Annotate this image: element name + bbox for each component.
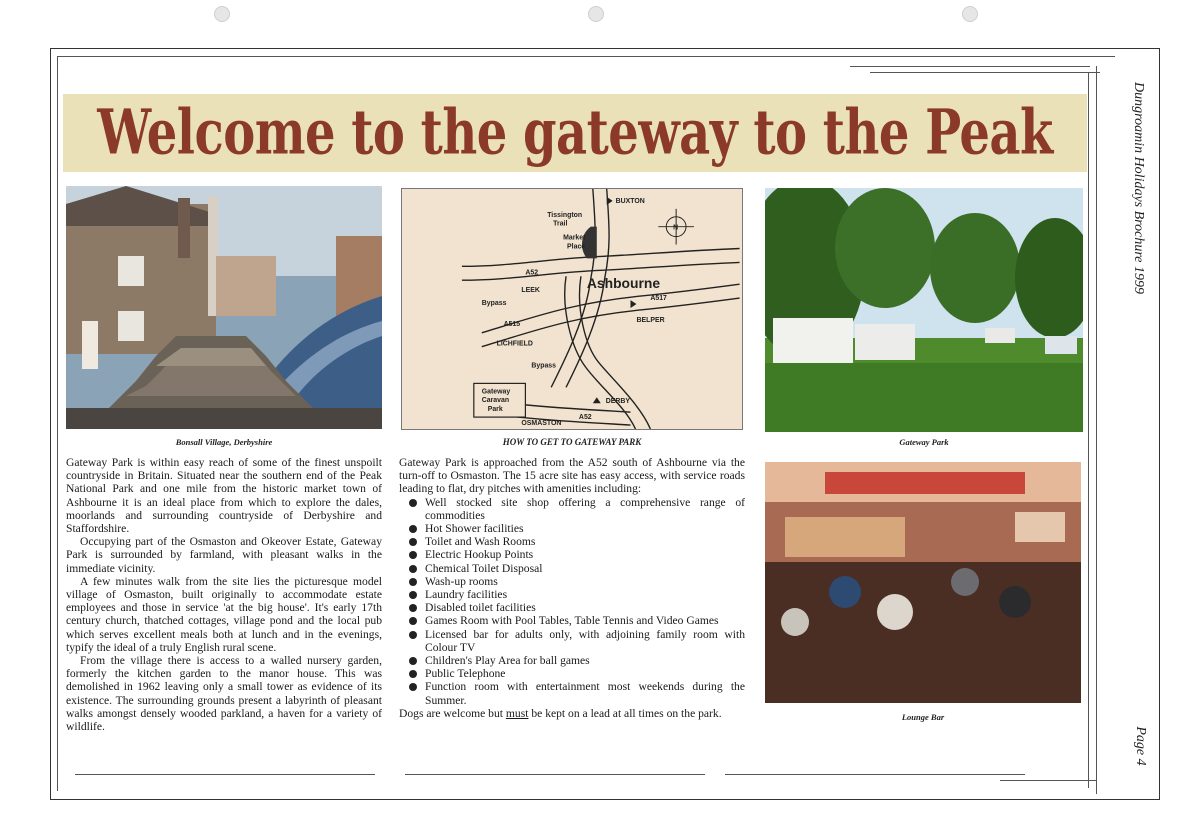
arrow-icon	[631, 300, 637, 308]
lounge-bar-caption: Lounge Bar	[901, 712, 945, 722]
map-trail: Trail	[553, 220, 568, 228]
gateway-park-caption: Gateway Park	[899, 437, 949, 447]
map-gateway-line3: Park	[487, 406, 503, 414]
bullet-icon	[409, 604, 417, 612]
directions-map	[401, 188, 743, 430]
list-item: Disabled toilet facilities	[399, 601, 745, 614]
bottom-rule	[725, 774, 1025, 775]
list-item: Wash-up rooms	[399, 575, 745, 588]
top-rule	[870, 72, 1100, 73]
arrow-icon	[607, 197, 613, 205]
right-rule	[1088, 72, 1089, 788]
punch-hole	[962, 6, 978, 22]
arrow-icon	[593, 397, 601, 403]
list-item: Toilet and Wash Rooms	[399, 535, 745, 548]
garden-paragraph: From the village there is access to a walled nursery garden, formerly the kitchen garden to the manor house. This was demolished in 1962 leaving only a small tower as evidence of its existence. The surrounding grounds present a labyrinth of pleasant walks amongst densely wooded parkland, a haven for a variety of wildlife.	[66, 654, 382, 734]
right-rule	[1096, 66, 1097, 794]
list-item: Laundry facilities	[399, 588, 745, 601]
map-bypass1: Bypass	[481, 300, 507, 308]
bullet-icon	[409, 657, 417, 665]
bottom-rule	[405, 774, 705, 775]
dogs-paragraph: Dogs are welcome but must be kept on a lead at all times on the park.	[399, 706, 722, 720]
map-a515: A515	[503, 320, 521, 328]
map-gateway-line1: Gateway	[481, 388, 511, 396]
middle-text-column	[399, 456, 745, 720]
map-place: Place	[567, 243, 586, 251]
bullet-icon	[409, 617, 417, 625]
map-north: N	[673, 224, 679, 232]
list-item: Licensed bar for adults only, with adjoining family room with Colour TV	[399, 628, 745, 654]
estate-paragraph: Occupying part of the Osmaston and Okeover Estate, Gateway Park is surrounded by farmland, with pleasant walks in the immediate vicinity.	[66, 535, 382, 575]
map-leek: LEEK	[521, 287, 540, 295]
map-caption: HOW TO GET TO GATEWAY PARK	[502, 437, 642, 447]
map-gateway-line2: Caravan	[481, 397, 510, 405]
bonsall-caption: Bonsall Village, Derbyshire	[175, 437, 273, 447]
title-banner	[63, 94, 1087, 172]
bullet-icon	[409, 683, 417, 691]
gateway-park-photo	[765, 188, 1083, 432]
list-item: Children's Play Area for ball games	[399, 654, 745, 667]
osmaston-paragraph: A few minutes walk from the site lies the picturesque model village of Osmaston, built originally to accommodate estate employees and those in service 'at the big house'. It's early 17th century church, thatched cottages, village pond and the local pub which serves excellent meals both at lunch and in the evenings, typify the ideal of a truly English rural scene.	[66, 574, 382, 654]
list-item: Public Telephone	[399, 667, 745, 680]
bonsall-village-photo	[66, 186, 382, 429]
punch-hole	[214, 6, 230, 22]
list-item: Function room with entertainment most weekends during the Summer.	[399, 680, 745, 706]
intro-paragraph: Gateway Park is within easy reach of some of the finest unspoilt countryside in Britain. Situated near the southern end of the Peak National Park and one mile from the historic market town of Ashbourne it is an ideal place from which to explore the dales, moorlands and surrounding countryside of Derbyshire and Staffordshire.	[66, 456, 382, 536]
bullet-icon	[409, 499, 417, 507]
list-item: Chemical Toilet Disposal	[399, 562, 745, 575]
map-buxton: BUXTON	[615, 197, 645, 205]
top-rule	[850, 66, 1090, 67]
bullet-icon	[409, 551, 417, 559]
map-osmaston: OSMASTON	[521, 420, 562, 428]
left-text-column	[66, 456, 382, 733]
bullet-icon	[409, 631, 417, 639]
bullet-icon	[409, 670, 417, 678]
map-a517: A517	[650, 295, 667, 303]
map-a52: A52	[525, 269, 539, 277]
bullet-icon	[409, 525, 417, 533]
map-belper: BELPER	[636, 316, 665, 324]
punch-hole	[588, 6, 604, 22]
map-lichfield: LICHFIELD	[496, 340, 533, 348]
map-market: Market	[563, 234, 586, 242]
approach-paragraph: Gateway Park is approached from the A52 south of Ashbourne via the turn-off to Osmaston. The 15 acre site has easy access, with service roads leading to flat, dry pitches with amenities including:	[399, 456, 745, 496]
list-item: Games Room with Pool Tables, Table Tennis and Video Games	[399, 614, 745, 627]
page-number: Page 4	[1133, 726, 1148, 766]
list-item: Well stocked site shop offering a comprehensive range of commodities	[399, 496, 745, 522]
compass-icon	[658, 209, 694, 245]
map-town: Ashbourne	[586, 275, 661, 292]
list-item: Electric Hookup Points	[399, 548, 745, 561]
map-bypass2: Bypass	[531, 362, 557, 370]
bottom-rule	[1000, 780, 1096, 781]
amenities-list	[399, 496, 745, 707]
bullet-icon	[409, 591, 417, 599]
bullet-icon	[409, 578, 417, 586]
page-title: Welcome to the gateway to the Peak	[97, 97, 1053, 169]
brochure-side-label: Dungroamin Holidays Brochure 1999	[1131, 82, 1146, 294]
bottom-rule	[75, 774, 375, 775]
map-a52-south: A52	[578, 414, 592, 422]
bullet-icon	[409, 565, 417, 573]
map-derby: DERBY	[605, 398, 631, 406]
lounge-bar-photo	[765, 462, 1081, 703]
bullet-icon	[409, 538, 417, 546]
map-tissington: Tissington	[547, 211, 583, 219]
list-item: Hot Shower facilities	[399, 522, 745, 535]
